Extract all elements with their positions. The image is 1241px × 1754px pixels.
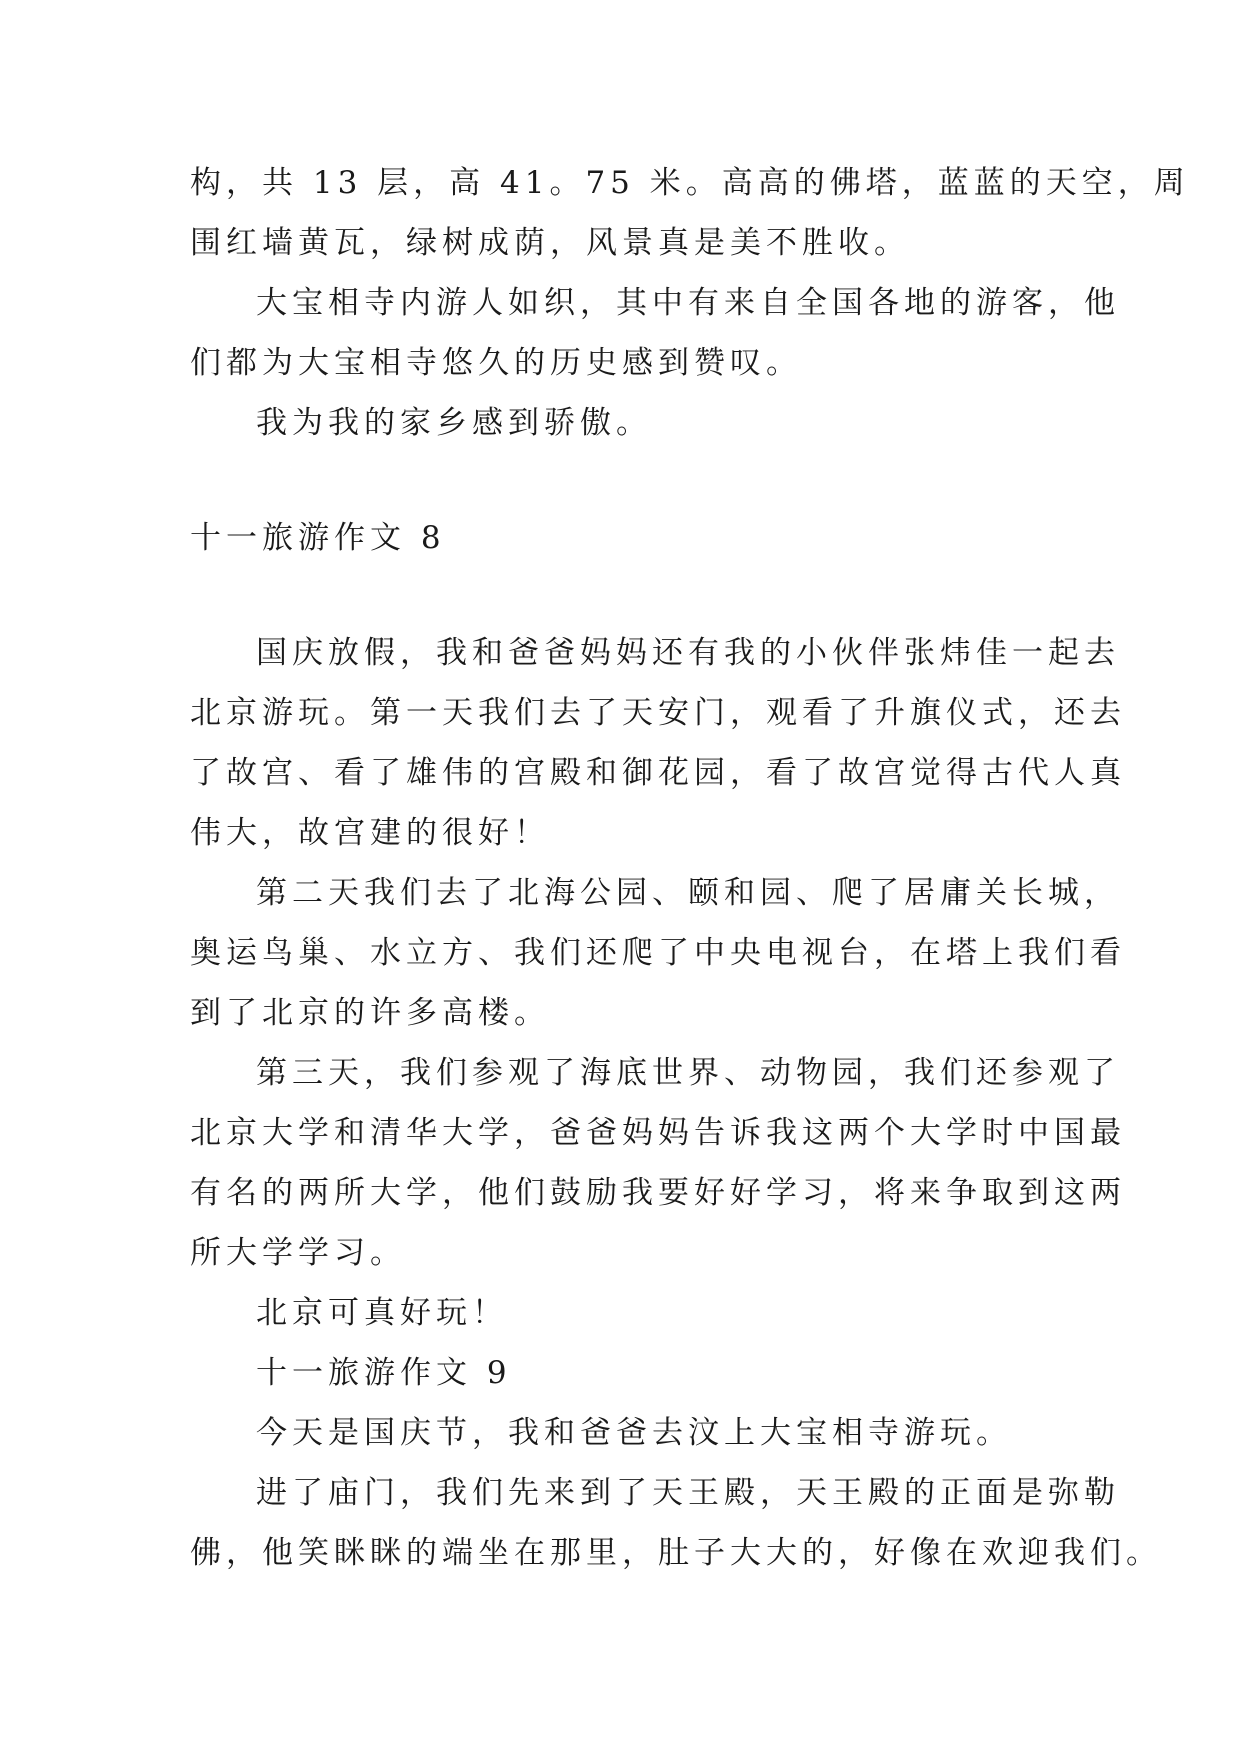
paragraph-line: 伟大，故宫建的很好！ [190,815,550,851]
paragraph-line: 构，共 13 层，高 41。75 米。高高的佛塔，蓝蓝的天空，周 [190,165,1190,201]
paragraph-line: 到了北京的许多高楼。 [190,995,550,1031]
paragraph-line: 国庆放假，我和爸爸妈妈还有我的小伙伴张炜佳一起去 [256,635,1120,671]
paragraph-line: 北京大学和清华大学，爸爸妈妈告诉我这两个大学时中国最 [190,1115,1126,1151]
section-heading: 十一旅游作文 8 [190,520,446,556]
paragraph-line: 大宝相寺内游人如织，其中有来自全国各地的游客，他 [256,285,1120,321]
paragraph-line: 第二天我们去了北海公园、颐和园、爬了居庸关长城， [256,875,1120,911]
paragraph-line: 所大学学习。 [190,1235,406,1271]
paragraph-line: 第三天，我们参观了海底世界、动物园，我们还参观了 [256,1055,1120,1091]
section-heading: 十一旅游作文 9 [256,1355,512,1391]
paragraph-line: 北京游玩。第一天我们去了天安门，观看了升旗仪式，还去 [190,695,1126,731]
paragraph-line: 北京可真好玩！ [256,1295,508,1331]
paragraph-line: 围红墙黄瓦，绿树成荫，风景真是美不胜收。 [190,225,910,261]
paragraph-line: 有名的两所大学，他们鼓励我要好好学习，将来争取到这两 [190,1175,1126,1211]
paragraph-line: 奥运鸟巢、水立方、我们还爬了中央电视台，在塔上我们看 [190,935,1126,971]
paragraph-line: 佛，他笑眯眯的端坐在那里，肚子大大的，好像在欢迎我们。 [190,1535,1162,1571]
paragraph-line: 我为我的家乡感到骄傲。 [256,405,652,441]
paragraph-line: 们都为大宝相寺悠久的历史感到赞叹。 [190,345,802,381]
paragraph-line: 了故宫、看了雄伟的宫殿和御花园，看了故宫觉得古代人真 [190,755,1126,791]
paragraph-line: 进了庙门，我们先来到了天王殿，天王殿的正面是弥勒 [256,1475,1120,1511]
paragraph-line: 今天是国庆节，我和爸爸去汶上大宝相寺游玩。 [256,1415,1012,1451]
